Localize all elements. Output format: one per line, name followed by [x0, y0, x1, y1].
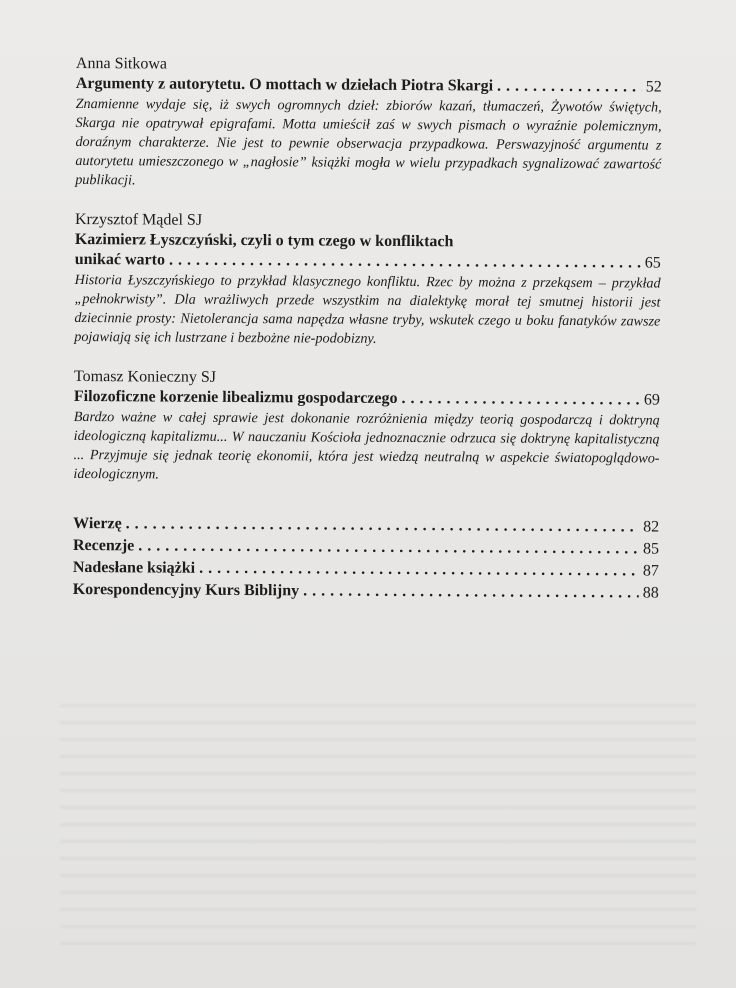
leader-dots: [303, 581, 639, 603]
section-line: [73, 558, 659, 582]
entry-page-number: 69: [643, 391, 660, 409]
entry-author: Krzysztof Mądel SJ: [74, 210, 203, 229]
entry-abstract: Historia Łyszczyńskiego to przykład klasycznego konfliktu. Rzec by można z przekąsem – przykład „pełnokrwisty”. Dla wrażliwych przede wszystkim na dialektykę morał tej smutnej historii jest dziecinnie prosty: Nietolerancja sama napędza własne tryby, wskutek czego u boku fanatyków zawsze pojawiają się ich lustrzane i bezbożne nie-podobizny.: [74, 271, 661, 347]
entry-title-line: [75, 250, 661, 274]
section-list: [73, 514, 660, 604]
entry-abstract: Znamienne wydaje się, iż swych ogromnych dzieł: zbiorów kazań, tłumaczeń, Żywotów świętych, Skarga nie opatrywał epigrafami. Motta umieścił zaś w swych pismach o wyraźnie polemicznym, doraźnym charakterze. Nie jest to pewnie obserwacja przypadkowa. Perswazyjność argumentu z autorytetu umieszczonego w „nagłosie” książki mogła w wielu przypadkach sygnalizować zawartość publikacji.: [75, 95, 662, 189]
section-page-number: 87: [642, 562, 659, 580]
toc-entry: [73, 367, 660, 488]
leader-dots: [169, 251, 641, 274]
section-line: [73, 580, 659, 604]
entry-title: Kazimierz Łyszczyński, czyli o tym czego w konfliktach: [74, 230, 454, 251]
section-page-number: 85: [642, 540, 660, 558]
leader-dots: [138, 536, 639, 559]
section-line: [73, 536, 659, 560]
toc-entry: [75, 54, 662, 194]
entry-title: Argumenty z autorytetu. O mottach w dziełach Piotra Skargi: [75, 74, 494, 95]
leader-dots: [497, 77, 642, 98]
section-page-number: 82: [643, 518, 660, 536]
entry-abstract: Bardzo ważne w całej sprawie jest dokonanie rozróżnienia między teorią gospodarczą i doktryną ideologiczną kapitalizmu... W nauczaniu Kościoła jednoznacznie odrzuca się doktrynę kapitalistyczną ... Przyjmuje się jednak teorię ekonomii, która jest wiedzą neutralną w aspekcie światopoglądowo-ideologicznym.: [73, 408, 660, 483]
section-title: Recenzje: [72, 536, 135, 555]
section-title: Nadesłane książki: [72, 558, 196, 577]
entry-author: Tomasz Konieczny SJ: [73, 367, 217, 386]
toc-entry: [74, 210, 661, 351]
leader-dots: [401, 389, 639, 410]
bleed-through-text: [60, 690, 696, 950]
section-title: Wierzę: [73, 514, 122, 533]
entry-page-number: 65: [644, 254, 661, 272]
table-of-contents: [73, 54, 662, 606]
leader-dots: [199, 559, 639, 582]
leader-dots: [126, 514, 640, 537]
entry-author: Anna Sitkowa: [75, 54, 168, 73]
section-page-number: 88: [642, 584, 659, 602]
section-line: [73, 514, 659, 538]
entry-title-continued: unikać warto: [74, 250, 166, 269]
entry-title-line: [74, 387, 660, 411]
section-title: Korespondencyjny Kurs Biblijny: [72, 580, 300, 600]
entry-title: Filozoficzne korzenie libealizmu gospodarczego: [73, 387, 398, 407]
entry-title-line: [76, 74, 662, 98]
entry-page-number: 52: [645, 78, 662, 96]
